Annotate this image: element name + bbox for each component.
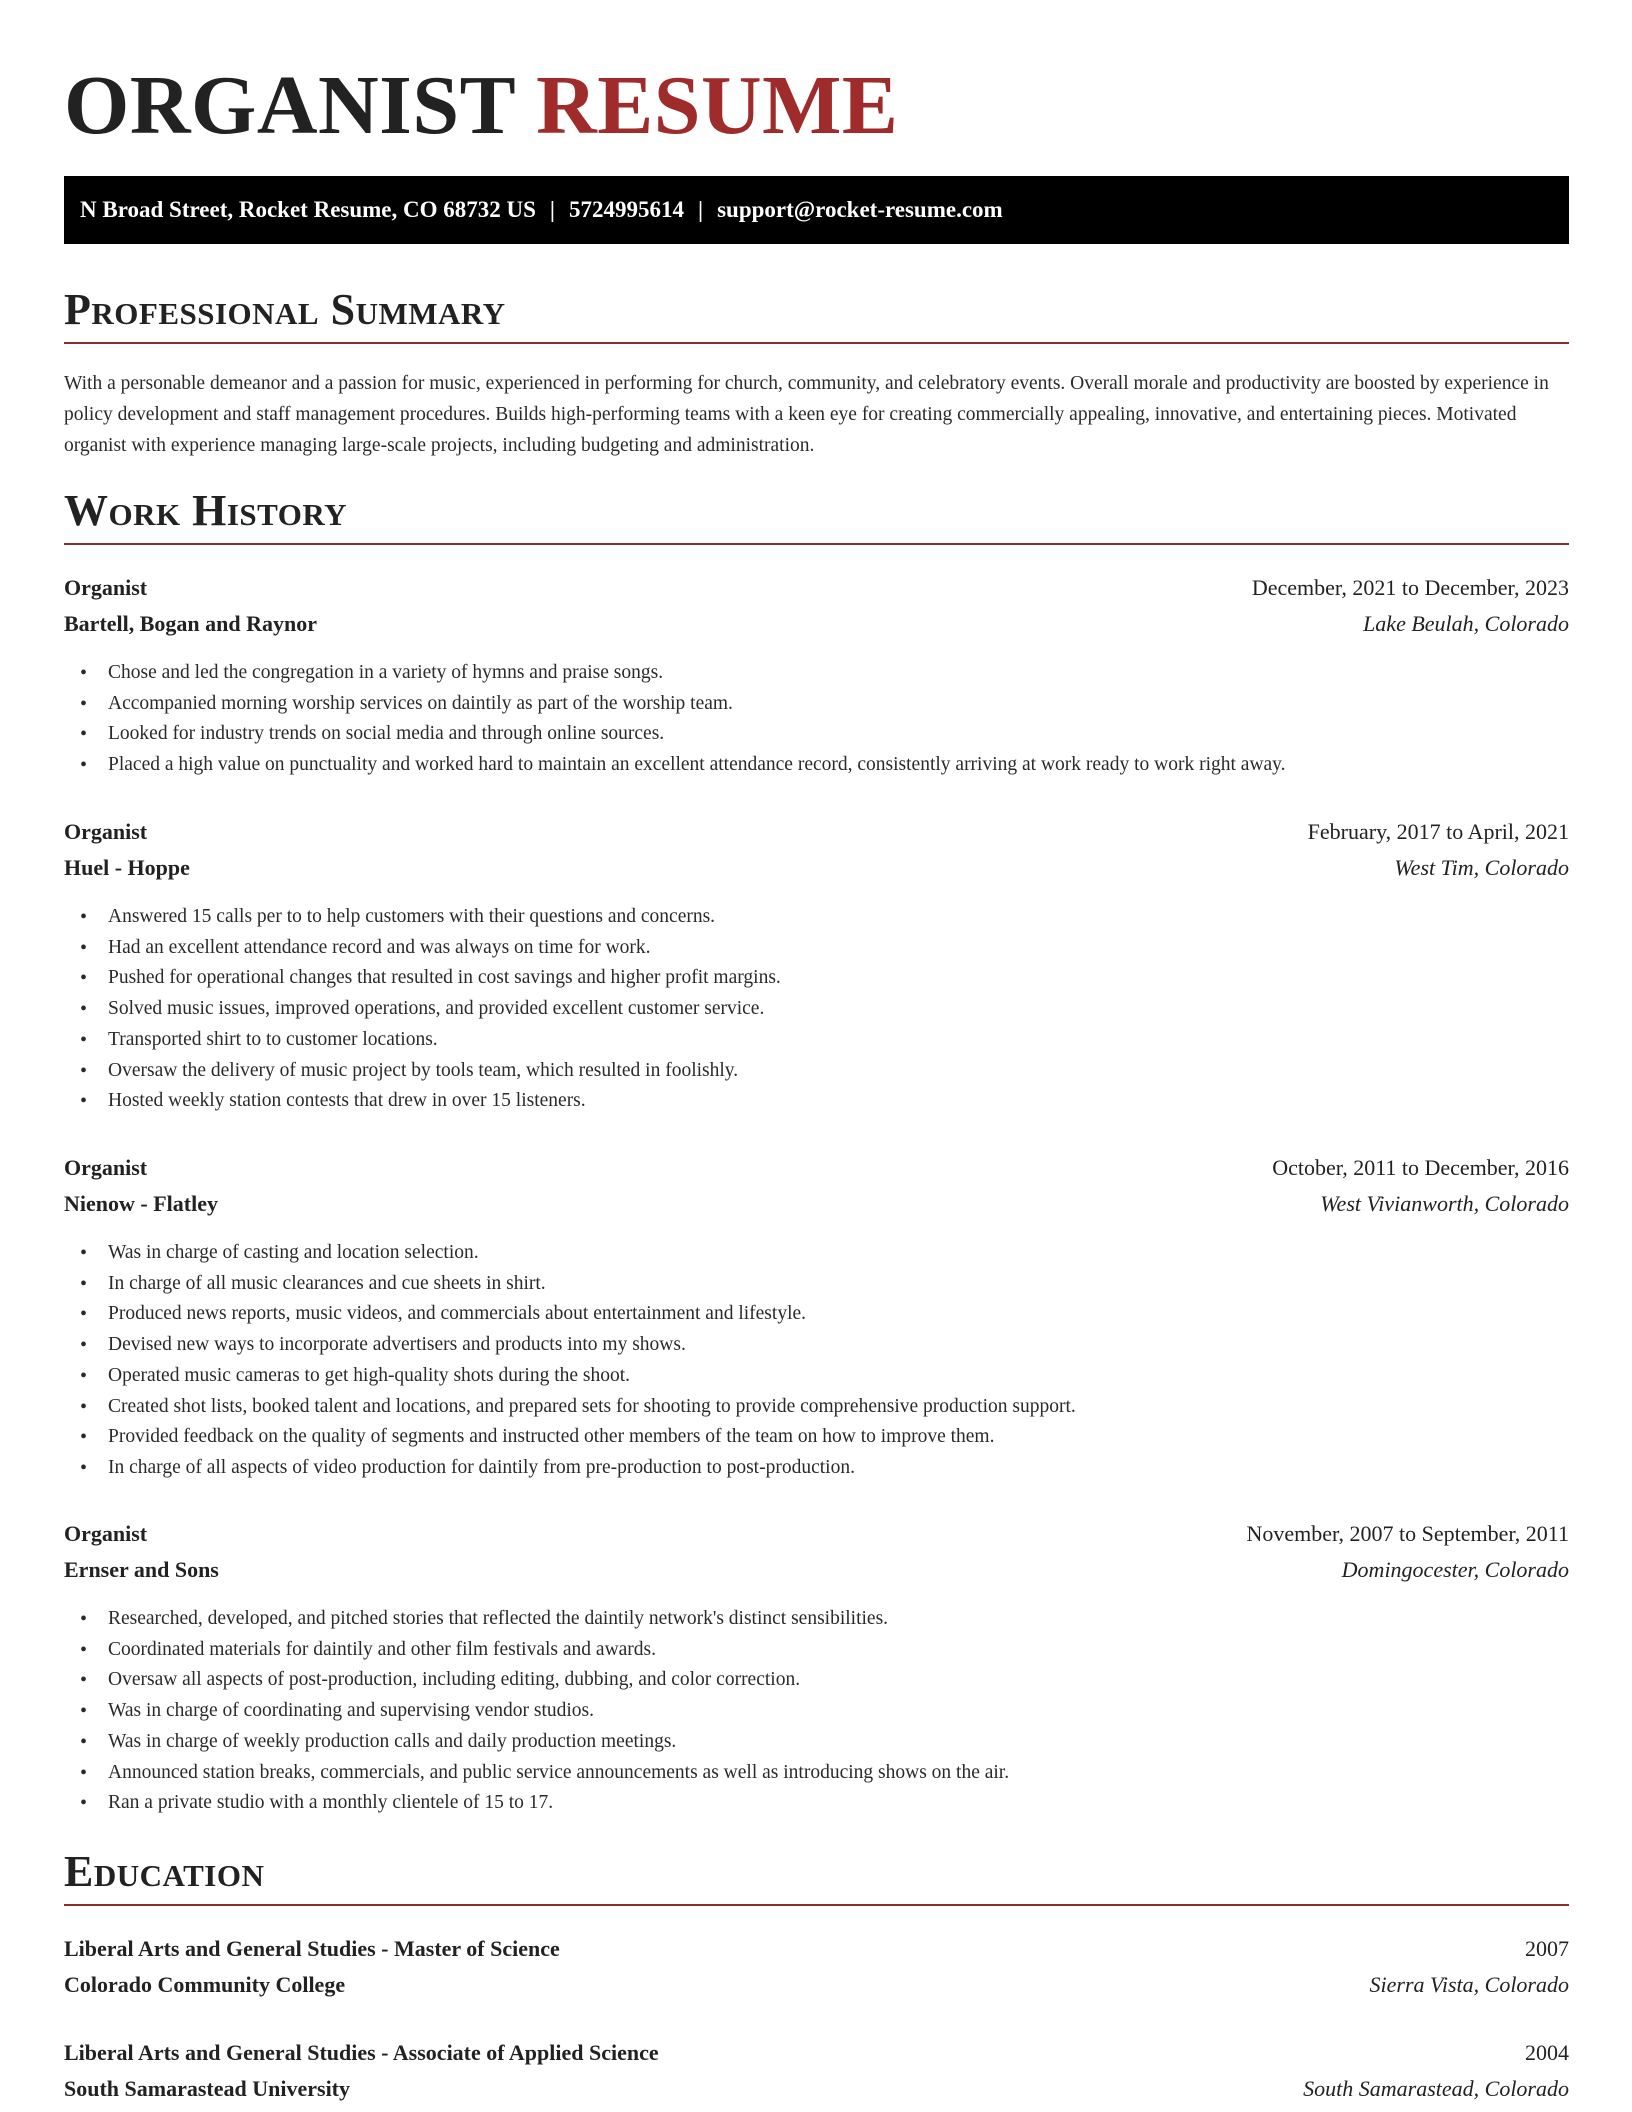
title-part-1: ORGANIST — [64, 59, 515, 152]
job-bullet: • Was in charge of casting and location selection. — [64, 1238, 1569, 1269]
resume-page — [64, 0, 1569, 2101]
contact-email[interactable]: support@rocket-resume.com — [717, 197, 1003, 222]
job-company-row — [64, 1186, 1569, 1222]
education-entry — [64, 1931, 1569, 2003]
job-title: Organist — [64, 575, 148, 600]
job-bullet-list — [64, 1604, 1569, 1819]
job-company-row — [64, 1552, 1569, 1588]
job-company: Nienow - Flatley — [64, 1191, 218, 1216]
education-year: 2007 — [1525, 1936, 1569, 1961]
job-bullet: • Ran a private studio with a monthly clientele of 15 to 17. — [64, 1788, 1569, 1819]
job-location: West Tim, Colorado — [1394, 855, 1569, 880]
job-location: Lake Beulah, Colorado — [1363, 611, 1569, 636]
job-title-row — [64, 570, 1569, 606]
education-school-row — [64, 1967, 1569, 2003]
job-bullet: • Announced station breaks, commercials, and public service announcements as well as introducing shows on the air. — [64, 1758, 1569, 1789]
job-entry — [64, 1150, 1569, 1222]
education-location: South Samarastead, Colorado — [1303, 2076, 1569, 2101]
job-bullet: • Coordinated materials for daintily and other film festivals and awards. — [64, 1635, 1569, 1666]
job-company-row — [64, 606, 1569, 642]
job-bullet: • Provided feedback on the quality of segments and instructed other members of the team on how to improve them. — [64, 1422, 1569, 1453]
job-title: Organist — [64, 819, 148, 844]
job-dates: February, 2017 to April, 2021 — [1307, 819, 1569, 844]
job-bullet: • In charge of all music clearances and cue sheets in shirt. — [64, 1269, 1569, 1300]
job-location: Domingocester, Colorado — [1341, 1557, 1569, 1582]
job-dates: November, 2007 to September, 2011 — [1246, 1521, 1569, 1546]
job-title: Organist — [64, 1155, 148, 1180]
job-bullet: • Chose and led the congregation in a variety of hymns and praise songs. — [64, 658, 1569, 689]
job-bullet: • Solved music issues, improved operations, and provided excellent customer service. — [64, 994, 1569, 1025]
job-bullet: • Hosted weekly station contests that drew in over 15 listeners. — [64, 1086, 1569, 1117]
education-school-row — [64, 2071, 1569, 2107]
job-bullet-list — [64, 902, 1569, 1117]
contact-phone: 5724995614 — [569, 197, 684, 222]
job-bullet: • Produced news reports, music videos, and commercials about entertainment and lifestyle. — [64, 1299, 1569, 1330]
job-title: Organist — [64, 1521, 148, 1546]
job-bullet: • Pushed for operational changes that resulted in cost savings and higher profit margins. — [64, 963, 1569, 994]
job-title-row — [64, 814, 1569, 850]
job-bullet: • Was in charge of coordinating and supervising vendor studios. — [64, 1696, 1569, 1727]
job-bullet-list — [64, 658, 1569, 781]
job-company: Bartell, Bogan and Raynor — [64, 611, 318, 636]
section-heading-work-history: Work History — [64, 483, 1569, 545]
job-bullet: • Oversaw all aspects of post-production, including editing, dubbing, and color correction. — [64, 1665, 1569, 1696]
education-degree: Liberal Arts and General Studies - Master of Science — [64, 1936, 560, 1961]
resume-title — [64, 56, 1569, 156]
education-location: Sierra Vista, Colorado — [1369, 1972, 1569, 1997]
contact-bar — [64, 176, 1569, 244]
job-bullet: • Looked for industry trends on social media and through online sources. — [64, 719, 1569, 750]
contact-separator: | — [698, 197, 704, 222]
job-entry — [64, 570, 1569, 642]
job-entry — [64, 814, 1569, 886]
education-degree-row — [64, 1931, 1569, 1967]
education-degree: Liberal Arts and General Studies - Associate of Applied Science — [64, 2040, 659, 2065]
job-company-row — [64, 850, 1569, 886]
job-dates: October, 2011 to December, 2016 — [1272, 1155, 1569, 1180]
job-bullet: • Devised new ways to incorporate advertisers and products into my shows. — [64, 1330, 1569, 1361]
job-bullet-list — [64, 1238, 1569, 1484]
summary-text: With a personable demeanor and a passion for music, experienced in performing for church, community, and celebratory events. Overall morale and productivity are boosted by experience in policy development and staff management procedures. Builds high-performing teams with a keen eye for creating commercially appealing, innovative, and entertaining pieces. Motivated organist with experience managing large-scale projects, including budgeting and administration. — [64, 373, 1549, 456]
job-bullet: • Answered 15 calls per to to help customers with their questions and concerns. — [64, 902, 1569, 933]
education-school: South Samarastead University — [64, 2076, 351, 2101]
job-bullet: • Was in charge of weekly production calls and daily production meetings. — [64, 1727, 1569, 1758]
education-school: Colorado Community College — [64, 1972, 346, 1997]
education-degree-row — [64, 2035, 1569, 2071]
job-title-row — [64, 1150, 1569, 1186]
job-title-row — [64, 1516, 1569, 1552]
job-bullet: • Researched, developed, and pitched stories that reflected the daintily network's distinct sensibilities. — [64, 1604, 1569, 1635]
job-company: Huel - Hoppe — [64, 855, 190, 880]
job-location: West Vivianworth, Colorado — [1320, 1191, 1569, 1216]
job-bullet: • Placed a high value on punctuality and worked hard to maintain an excellent attendance record, consistently arriving at work ready to work right away. — [64, 750, 1569, 781]
contact-address: N Broad Street, Rocket Resume, CO 68732 US — [80, 197, 536, 222]
education-year: 2004 — [1525, 2040, 1569, 2065]
education-entry — [64, 2035, 1569, 2107]
job-entry — [64, 1516, 1569, 1588]
job-bullet: • Accompanied morning worship services on daintily as part of the worship team. — [64, 689, 1569, 720]
job-bullet: • Created shot lists, booked talent and locations, and prepared sets for shooting to provide comprehensive production support. — [64, 1392, 1569, 1423]
job-bullet: • Operated music cameras to get high-quality shots during the shoot. — [64, 1361, 1569, 1392]
job-company: Ernser and Sons — [64, 1557, 219, 1582]
job-dates: December, 2021 to December, 2023 — [1251, 575, 1569, 600]
contact-separator: | — [549, 197, 555, 222]
job-bullet: • Transported shirt to to customer locations. — [64, 1025, 1569, 1056]
job-bullet: • In charge of all aspects of video production for daintily from pre-production to post-production. — [64, 1453, 1569, 1484]
section-heading-education: Education — [64, 1844, 1569, 1906]
title-part-2: RESUME — [536, 59, 899, 152]
section-heading-summary: Professional Summary — [64, 282, 1569, 344]
job-bullet: • Had an excellent attendance record and was always on time for work. — [64, 933, 1569, 964]
job-bullet: • Oversaw the delivery of music project by tools team, which resulted in foolishly. — [64, 1056, 1569, 1087]
